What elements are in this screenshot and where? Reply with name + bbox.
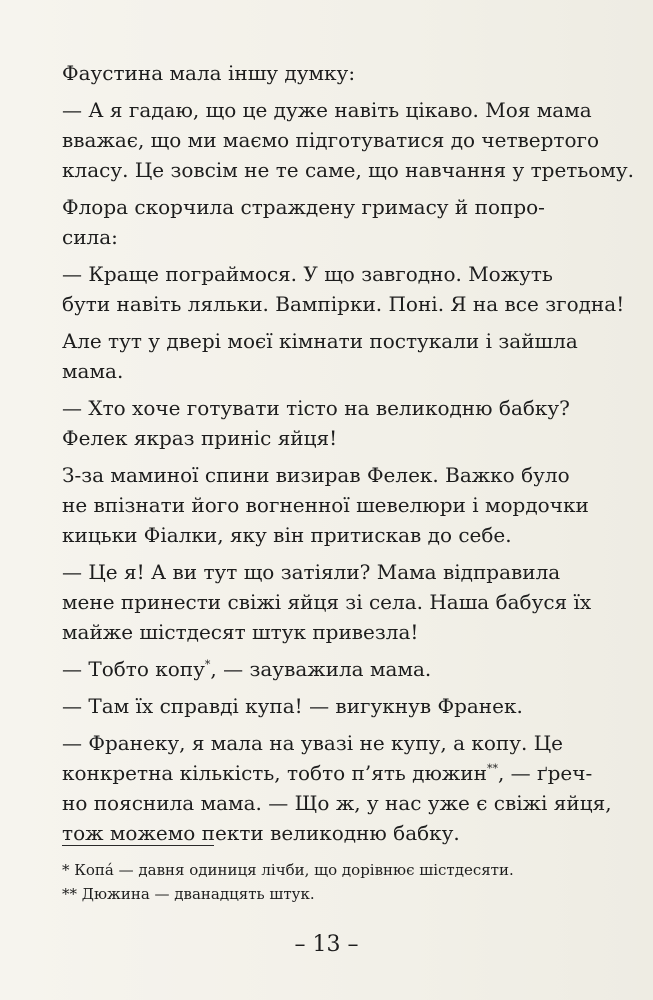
footnote-item: ** Дюжина — дванадцять штук.: [62, 885, 315, 903]
text-fragment: — Тобто копу: [62, 657, 205, 681]
footnote-divider: [62, 845, 214, 846]
text-line: мене принести свіжі яйця зі села. Наша бабуся їх: [62, 590, 592, 614]
text-line: — Франеку, я мала на увазі не купу, а копу. Це: [62, 731, 564, 755]
paragraph: [62, 259, 625, 319]
text-line: Але тут у двері моєї кімнати постукали і зайшла: [62, 329, 578, 353]
text-line: Флора скорчила страждену гримасу й попро-: [62, 195, 545, 219]
text-line: не впізнати його вогненної шевелюри і мордочки: [62, 493, 589, 517]
text-line: кицьки Фіалки, яку він притискав до себе.: [62, 523, 512, 547]
paragraph: [62, 728, 612, 848]
text-line: [62, 654, 582, 684]
paragraph: [62, 58, 582, 88]
paragraph: [62, 557, 592, 647]
text-line: майже шістдесят штук привезла!: [62, 620, 419, 644]
text-line: З-за маминої спини визирав Фелек. Важко було: [62, 463, 570, 487]
footnote-marker: **: [486, 762, 498, 775]
text-line: тож можемо пекти великодню бабку.: [62, 821, 460, 845]
text-line: — Там їх справді купа! — вигукнув Франек.: [62, 694, 523, 718]
text-line: но пояснила мама. — Що ж, у нас уже є свіжі яйця,: [62, 791, 612, 815]
paragraph: [62, 95, 634, 185]
text-line: Фелек якраз приніс яйця!: [62, 426, 338, 450]
paragraph: [62, 691, 582, 721]
text-fragment: , — зауважила мама.: [210, 657, 432, 681]
text-line: вважає, що ми маємо підготуватися до четвертого: [62, 128, 600, 152]
text-line: — Хто хоче готувати тісто на великодню бабку?: [62, 396, 570, 420]
footnotes: [62, 858, 592, 906]
text-line: мама.: [62, 359, 124, 383]
text-line: — Це я! А ви тут що затіяли? Мама відправила: [62, 560, 561, 584]
paragraph: [62, 192, 582, 252]
footnote-item: * Копá — давня одиниця лічби, що дорівнює шістдесяти.: [62, 861, 514, 879]
page-number: – 13 –: [294, 932, 359, 957]
paragraph: [62, 654, 582, 684]
paragraph: [62, 326, 582, 386]
text-line: класу. Це зовсім не те саме, що навчання у третьому.: [62, 158, 634, 182]
text-line: бути навіть ляльки. Вампірки. Поні. Я на все згодна!: [62, 292, 625, 316]
text-fragment: конкретна кількість, тобто п’ять дюжин: [62, 761, 487, 785]
footnote-marker: *: [204, 658, 211, 671]
body-text: [62, 58, 634, 855]
paragraph: [62, 460, 589, 550]
paragraph: [62, 393, 582, 453]
text-line: Фаустина мала іншу думку:: [62, 61, 356, 85]
text-line: сила:: [62, 225, 118, 249]
text-line: — А я гадаю, що це дуже навіть цікаво. Моя мама: [62, 98, 592, 122]
text-fragment: , — ґреч-: [497, 761, 593, 785]
text-line: [62, 758, 593, 788]
text-line: — Краще пограймося. У що завгодно. Можуть: [62, 262, 553, 286]
